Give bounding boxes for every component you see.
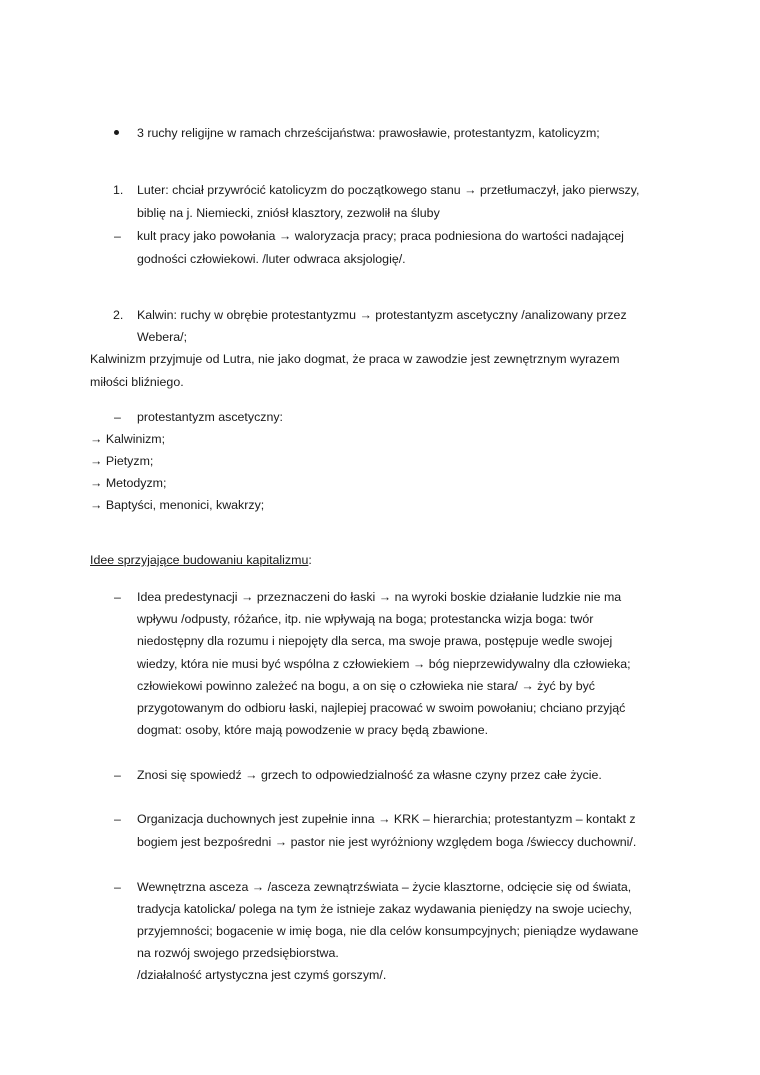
ascetic-item: → Pietyzm;: [90, 454, 154, 468]
list-number-1: 1.: [113, 183, 124, 197]
idea-4-line: Wewnętrzna asceza → /asceza zewnątrzświata – życie klasztorne, odcięcie się od świata,: [137, 880, 632, 894]
section-heading-colon: :: [308, 553, 312, 567]
idea-1-line: dogmat: osoby, które mają powodzenie w pracy będą zbawione.: [137, 723, 489, 737]
kalwinizm-para-line-1: Kalwinizm przyjmuje od Lutra, nie jako dogmat, że praca w zawodzie jest zewnętrznym wyrazem: [90, 352, 620, 366]
dash-marker: –: [114, 229, 121, 243]
luter-line-1: Luter: chciał przywrócić katolicyzm do początkowego stanu → przetłumaczył, jako pierwszy,: [137, 183, 640, 197]
idea-4-line: /działalność artystyczna jest czymś gorszym/.: [137, 968, 387, 982]
bullet-icon: [114, 130, 119, 135]
idea-1-line: wpływu /odpusty, różańce, itp. nie wpływają na boga; protestancka wizja boga: twór: [137, 612, 594, 626]
idea-1-line: przygotowanym do odbioru łaski, najlepiej pracować w swoim powołaniu; chciano przyjąć: [137, 701, 626, 715]
idea-4-line: na rozwój swojego przedsiębiorstwa.: [137, 946, 339, 960]
dash-marker: –: [114, 590, 121, 604]
luter-sub-line-1: kult pracy jako powołania → waloryzacja pracy; praca podniesiona do wartości nadającej: [137, 229, 624, 243]
ascetic-item: → Baptyści, menonici, kwakrzy;: [90, 498, 265, 512]
dash-marker: –: [114, 410, 121, 424]
dash-marker: –: [114, 768, 121, 782]
section-heading: [90, 552, 312, 568]
ascetic-label: protestantyzm ascetyczny:: [137, 410, 283, 424]
ascetic-item: → Kalwinizm;: [90, 432, 166, 446]
kalwin-line-2: Webera/;: [137, 330, 188, 344]
kalwin-line-1: Kalwin: ruchy w obrębie protestantyzmu → protestantyzm ascetyczny /analizowany przez: [137, 308, 627, 322]
section-heading-text: Idee sprzyjające budowaniu kapitalizmu: [90, 553, 309, 567]
kalwinizm-para-line-2: miłości bliźniego.: [90, 375, 184, 389]
idea-1-line: niedostępny dla rozumu i niepojęty dla serca, ma swoje prawa, postępuje wedle swojej: [137, 634, 613, 648]
idea-1-line: Idea predestynacji → przeznaczeni do łaski → na wyroki boskie działanie ludzkie nie ma: [137, 590, 622, 604]
idea-1-line: wiedzy, która nie musi być wspólna z człowiekiem → bóg nieprzewidywalny dla człowieka;: [137, 657, 631, 671]
idea-4-line: tradycja katolicka/ polega na tym że istnieje zakaz wydawania pieniędzy na swoje uciechy,: [137, 902, 632, 916]
dash-marker: –: [114, 812, 121, 826]
ascetic-item: → Metodyzm;: [90, 476, 167, 490]
idea-3-line: bogiem jest bezpośredni → pastor nie jest wyróżniony względem boga /świeccy duchowni/.: [137, 835, 637, 849]
list-number-2: 2.: [113, 308, 124, 322]
idea-1-line: człowiekowi powinno zależeć na bogu, a on się o człowieka nie stara/ → żyć by być: [137, 679, 595, 693]
luter-sub-line-2: godności człowiekowi. /luter odwraca aksjologię/.: [137, 252, 406, 266]
intro-bullet-text: 3 ruchy religijne w ramach chrześcijaństwa: prawosławie, protestantyzm, katolicyzm;: [137, 126, 600, 140]
dash-marker: –: [114, 880, 121, 894]
idea-3-line: Organizacja duchownych jest zupełnie inna → KRK – hierarchia; protestantyzm – kontakt z: [137, 812, 636, 826]
idea-4-line: przyjemności; bogacenie w imię boga, nie dla celów konsumpcyjnych; pieniądze wydawane: [137, 924, 639, 938]
idea-2-line: Znosi się spowiedź → grzech to odpowiedzialność za własne czyny przez całe życie.: [137, 768, 602, 782]
luter-line-2: biblię na j. Niemiecki, zniósł klasztory, zezwolił na śluby: [137, 206, 440, 220]
